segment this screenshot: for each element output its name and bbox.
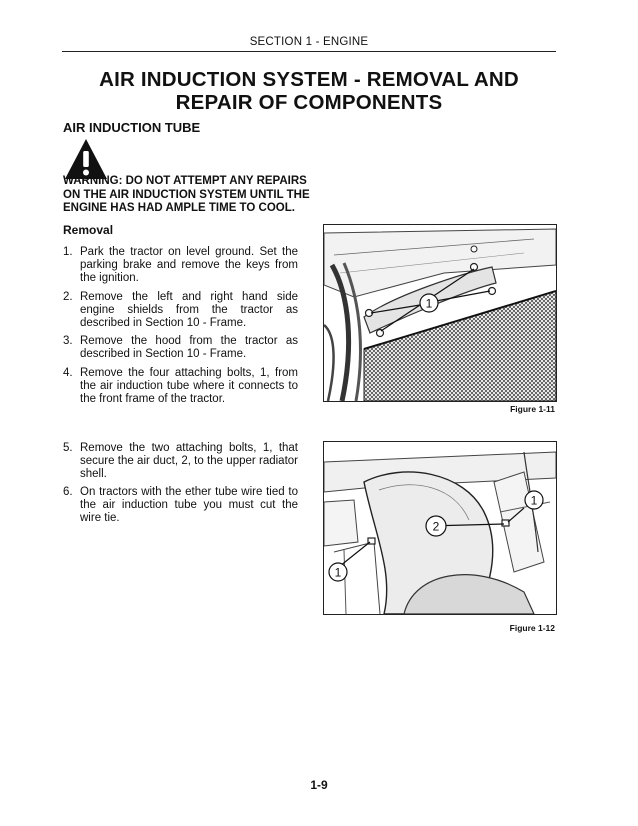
step-number: 1. [63,246,73,258]
page-title [62,68,556,114]
step-number: 4. [63,367,73,379]
step-text: On tractors with the ether tube wire tied to the air induction tube you must cut the wire tie. [80,486,298,524]
step-text: Remove the hood from the tractor as described in Section 10 - Frame. [80,335,298,360]
removal-heading: Removal [63,223,114,237]
warning-line-3: ENGINE HAS HAD AMPLE TIME TO COOL. [63,202,295,214]
figure-1-12-label: Figure 1-12 [509,623,555,633]
step-number: 6. [63,486,73,498]
section-header: SECTION 1 - ENGINE [249,36,369,48]
figure-1-12-callout-1b: 1 [334,565,342,580]
figure-1-11-callout-1: 1 [425,296,433,311]
figure-1-12-callout-1a: 1 [530,493,538,508]
figure-1-11-label: Figure 1-11 [510,404,555,414]
subheading: AIR INDUCTION TUBE [63,120,201,135]
figure-1-12 [323,441,557,615]
figure-1-11 [323,224,557,402]
figure-1-12-callout-2: 2 [432,519,440,534]
step-text: Park the tractor on level ground. Set the parking brake and remove the keys from the ignition. [80,246,298,284]
warning-text [63,175,313,216]
title-line-1: AIR INDUCTION SYSTEM - REMOVAL AND [99,68,519,91]
step-text: Remove the left and right hand side engine shields from the tractor as described in Section 10 - Frame. [80,291,298,329]
step-number: 2. [63,291,73,303]
step-number: 3. [63,335,73,347]
title-line-2: REPAIR OF COMPONENTS [175,91,443,114]
warning-triangle-icon [64,138,108,180]
warning-line-1: WARNING: DO NOT ATTEMPT ANY REPAIRS [63,175,307,187]
figure-1-11-illustration [324,225,556,401]
step-text: Remove the four attaching bolts, 1, from the air induction tube where it connects to the front frame of the tractor. [80,367,298,405]
figure-1-12-illustration [324,442,556,614]
header-rule [62,51,556,52]
step-text: Remove the two attaching bolts, 1, that secure the air duct, 2, to the upper radiator shell. [80,442,298,480]
warning-line-2: ON THE AIR INDUCTION SYSTEM UNTIL THE [63,188,310,201]
page-number: 1-9 [310,778,328,792]
step-number: 5. [63,442,73,454]
